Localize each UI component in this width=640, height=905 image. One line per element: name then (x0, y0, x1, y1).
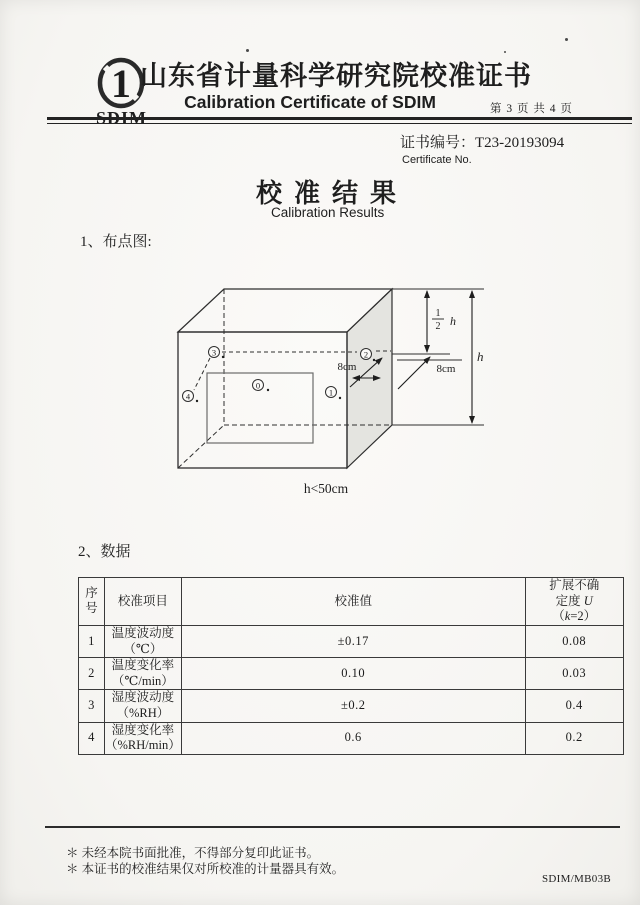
paren-open: （ (552, 609, 565, 624)
half-h-variable: h (450, 314, 456, 328)
results-title-cn: 校准结果 (256, 179, 409, 208)
certificate-number-line (400, 131, 564, 152)
header-uncertainty-line3 (526, 609, 623, 625)
point-2-dot (373, 359, 375, 361)
k-value: =2） (570, 609, 597, 624)
point-4-number: 4 (185, 391, 191, 402)
logo-one-glyph: 1 (111, 61, 131, 106)
certificate-number-label: 证书编号： (400, 135, 476, 151)
half-h-numerator: 1 (435, 308, 441, 319)
table-row (79, 625, 624, 657)
diagram-caption: h<50cm (303, 481, 349, 496)
document-code: SDIM/MB03B (542, 873, 612, 885)
k-symbol: k (564, 609, 571, 624)
footer-note-2: ＊ 本证书的校准结果仅对所校准的计量器具有效。 (66, 862, 345, 876)
row-value: ±0.2 (181, 690, 525, 722)
half-h-denominator: 2 (435, 321, 441, 332)
row-item (105, 690, 182, 722)
footer-rule (45, 826, 620, 828)
item-unit: （℃/min） (111, 673, 174, 688)
row-seq: 4 (79, 722, 105, 754)
point-1-dot (339, 397, 341, 399)
header-seq (79, 578, 105, 626)
item-name: 湿度变化率 (111, 722, 175, 737)
item-unit: （%RH/min） (105, 738, 181, 753)
hidden-edge (178, 425, 224, 468)
section-data-label: 2、数据 (78, 544, 131, 560)
scan-speck (504, 51, 506, 53)
point-2-number: 2 (363, 349, 369, 360)
item-name: 湿度波动度 (111, 690, 175, 705)
item-name: 温度波动度 (111, 625, 175, 640)
header-double-rule (47, 117, 632, 124)
row-uncertainty: 0.03 (525, 658, 623, 690)
results-title-en: Calibration Results (271, 205, 385, 220)
item-unit: （%RH） (116, 706, 170, 720)
h-label: h (477, 349, 484, 364)
page-number-info: 第 3 页 共 4 页 (490, 103, 573, 115)
point-1 (326, 387, 342, 400)
header-seq-line2: 号 (85, 601, 98, 616)
point-4-dot (196, 400, 198, 402)
header-item: 校准项目 (105, 578, 182, 626)
point-layout-diagram (150, 268, 495, 503)
header-uncertainty (525, 578, 623, 626)
point-4 (183, 391, 199, 403)
row-uncertainty: 0.08 (525, 625, 623, 657)
row-uncertainty: 0.2 (525, 722, 623, 754)
row-value: 0.6 (181, 722, 525, 754)
dim-8cm-b-arrow (398, 357, 430, 389)
row-item (105, 625, 182, 657)
table-header-row (79, 578, 624, 626)
section-layout-label: 1、布点图: (80, 234, 152, 250)
row-seq: 1 (79, 625, 105, 657)
certificate-title-en: Calibration Certificate of SDIM (184, 92, 436, 112)
row-item (105, 722, 182, 754)
header-uncertainty-line2 (526, 594, 623, 610)
row-item (105, 658, 182, 690)
row-value: 0.10 (181, 658, 525, 690)
certificate-number-label-en: Certificate No. (402, 154, 472, 166)
table-row (79, 690, 624, 722)
row-seq: 3 (79, 690, 105, 722)
diagonal-dashed-line (194, 358, 210, 390)
header-uncertainty-line1: 扩展不确 (549, 578, 600, 592)
point-0-dot (267, 389, 269, 391)
header-value: 校准值 (181, 578, 525, 626)
dim-8cm-b-label: 8cm (436, 363, 456, 375)
logo-gap (130, 92, 137, 99)
dim-8cm-a-label: 8cm (337, 361, 357, 373)
point-3-number: 3 (211, 347, 217, 358)
point-3 (209, 347, 225, 359)
point-1-number: 1 (328, 387, 334, 398)
logo-text: SDIM (95, 108, 148, 128)
point-0-number: 0 (255, 380, 261, 391)
uncertainty-prefix: 定度 (555, 593, 584, 608)
table-row (79, 722, 624, 754)
calibration-data-table (78, 577, 624, 755)
footer-note-1: ＊ 未经本院书面批准，不得部分复印此证书。 (66, 846, 320, 860)
item-name: 温度变化率 (111, 658, 175, 673)
certificate-title-cn: 山东省计量科学研究院校准证书 (140, 61, 532, 91)
point-0 (253, 380, 270, 392)
table-row (79, 658, 624, 690)
row-uncertainty: 0.4 (525, 690, 623, 722)
row-value: ±0.17 (181, 625, 525, 657)
item-unit: （℃） (123, 641, 163, 656)
scan-speck (246, 49, 249, 52)
certificate-number-value: T23-20193094 (475, 135, 565, 151)
row-seq: 2 (79, 658, 105, 690)
scan-speck (565, 38, 568, 41)
header-seq-line1: 序 (85, 585, 98, 600)
uncertainty-U-symbol: U (583, 593, 593, 608)
point-3-dot (222, 356, 224, 358)
